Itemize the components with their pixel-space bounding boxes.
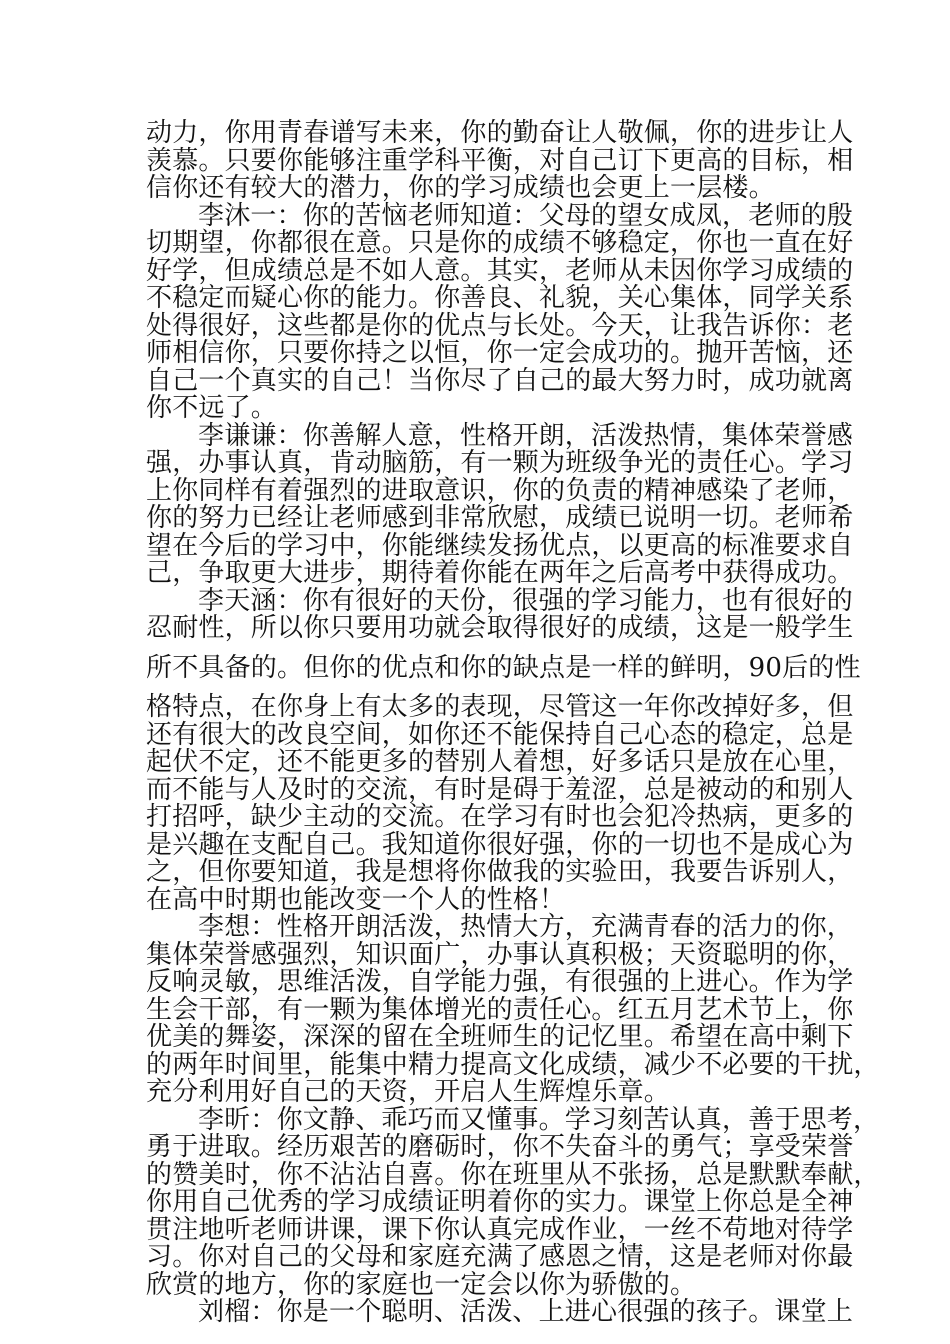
text-line: 勇于进取。经历艰苦的磨砺时，你不失奋斗的勇气；享受荣誉: [146, 1132, 854, 1162]
paragraph-first-line: 刘榴：你是一个聪明、活泼、上进心很强的孩子。课堂上: [198, 1297, 854, 1327]
text-line: 强，办事认真，肯动脑筋，有一颗为班级争光的责任心。学习: [146, 448, 854, 478]
text-line: 师相信你，只要你持之以恒，你一定会成功的。抛开苦恼，还: [146, 338, 854, 368]
text-line: 望在今后的学习中，你能继续发扬优点，以更高的标准要求自: [146, 530, 854, 561]
text-line: 格特点，在你身上有太多的表现，尽管这一年你改掉好多，但: [146, 692, 854, 722]
text-line: 你不远了。: [146, 393, 278, 423]
document-page: [146, 118, 880, 1327]
text-line: 己，争取更大进步，期待着你能在两年之后高考中获得成功。: [146, 558, 854, 588]
text-line: 你的努力已经让老师感到非常欣慰，成绩已说明一切。老师希: [146, 503, 854, 533]
paragraph-first-line: 李谦谦：你善解人意，性格开朗，活泼热情，集体荣誉感: [198, 420, 854, 451]
text-line: 处得很好，这些都是你的优点与长处。今天，让我告诉你：老: [146, 310, 854, 341]
text-line: 而不能与人及时的交流，有时是碍于羞涩，总是被动的和别人: [146, 774, 854, 805]
text-line: 集体荣誉感强烈，知识面广，办事认真积极；天资聪明的你，: [146, 939, 854, 970]
text-line: 动力，你用青春谱写未来，你的勤奋让人敬佩，你的进步让人: [146, 118, 854, 148]
paragraph-first-line: 李天涵：你有很好的天份，很强的学习能力，也有很好的: [198, 585, 854, 616]
text-line: 欣赏的地方，你的家庭也一定会以你为骄傲的。: [146, 1269, 697, 1300]
text-line: 之，但你要知道，我是想将你做我的实验田，我要告诉别人，: [146, 857, 854, 887]
text-line: 上你同样有着强烈的进取意识，你的负责的精神感染了老师，: [146, 475, 854, 506]
text-line: 好学，但成绩总是不如人意。其实，老师从未因你学习成绩的: [146, 255, 854, 286]
text-line: 优美的舞姿，深深的留在全班师生的记忆里。希望在高中剩下: [146, 1022, 854, 1052]
text-line: 切期望，你都很在意。只是你的成绩不够稳定，你也一直在好: [146, 228, 854, 258]
text-line: 打招呼，缺少主动的交流。在学习有时也会犯冷热病，更多的: [146, 802, 854, 832]
text-line: 不稳定而疑心你的能力。你善良、礼貌，关心集体，同学关系: [146, 283, 854, 313]
text-line: 在高中时期也能改变一个人的性格！: [146, 884, 566, 915]
text-line: 信你还有较大的潜力，你的学习成绩也会更上一层楼。: [146, 173, 775, 203]
text-line: 起伏不定，还不能更多的替别人着想，好多话只是放在心里，: [146, 747, 854, 777]
text-line: 习。你对自己的父母和家庭充满了感恩之情，这是老师对你最: [146, 1242, 854, 1272]
text-line: 忍耐性，所以你只要用功就会取得很好的成绩，这是一般学生: [146, 613, 854, 643]
text-line: 是兴趣在支配自己。我知道你很好强，你的一切也不是成心为: [146, 829, 854, 860]
text-line: 贯注地听老师讲课，课下你认真完成作业，一丝不苟地对待学: [146, 1214, 854, 1245]
text-line: 的赞美时，你不沾沾自喜。你在班里从不张扬，总是默默奉献，: [146, 1159, 880, 1190]
text-line: 所不具备的。但你的优点和你的缺点是一样的鲜明，90后的性: [146, 652, 861, 683]
paragraph-first-line: 李沐一：你的苦恼老师知道：父母的望女成凤，老师的殷: [198, 200, 854, 231]
text-line: 羡慕。只要你能够注重学科平衡，对自己订下更高的目标，相: [146, 145, 854, 176]
text-line: 自己一个真实的自己！当你尽了自己的最大努力时，成功就离: [146, 365, 854, 396]
text-line: 充分利用好自己的天资，开启人生辉煌乐章。: [146, 1077, 671, 1107]
paragraph-first-line: 李想：性格开朗活泼，热情大方，充满青春的活力的你，: [198, 912, 854, 942]
text-line: 反响灵敏，思维活泼，自学能力强，有很强的上进心。作为学: [146, 967, 854, 997]
text-line: 生会干部，有一颗为集体增光的责任心。红五月艺术节上，你: [146, 994, 854, 1025]
text-line: 的两年时间里，能集中精力提高文化成绩，减少不必要的干扰，: [146, 1049, 880, 1080]
text-line: 还有很大的改良空间，如你还不能保持自己心态的稳定，总是: [146, 719, 854, 750]
text-line: 你用自己优秀的学习成绩证明着你的实力。课堂上你总是全神: [146, 1187, 854, 1217]
paragraph-first-line: 李昕：你文静、乖巧而又懂事。学习刻苦认真，善于思考，: [198, 1104, 880, 1135]
